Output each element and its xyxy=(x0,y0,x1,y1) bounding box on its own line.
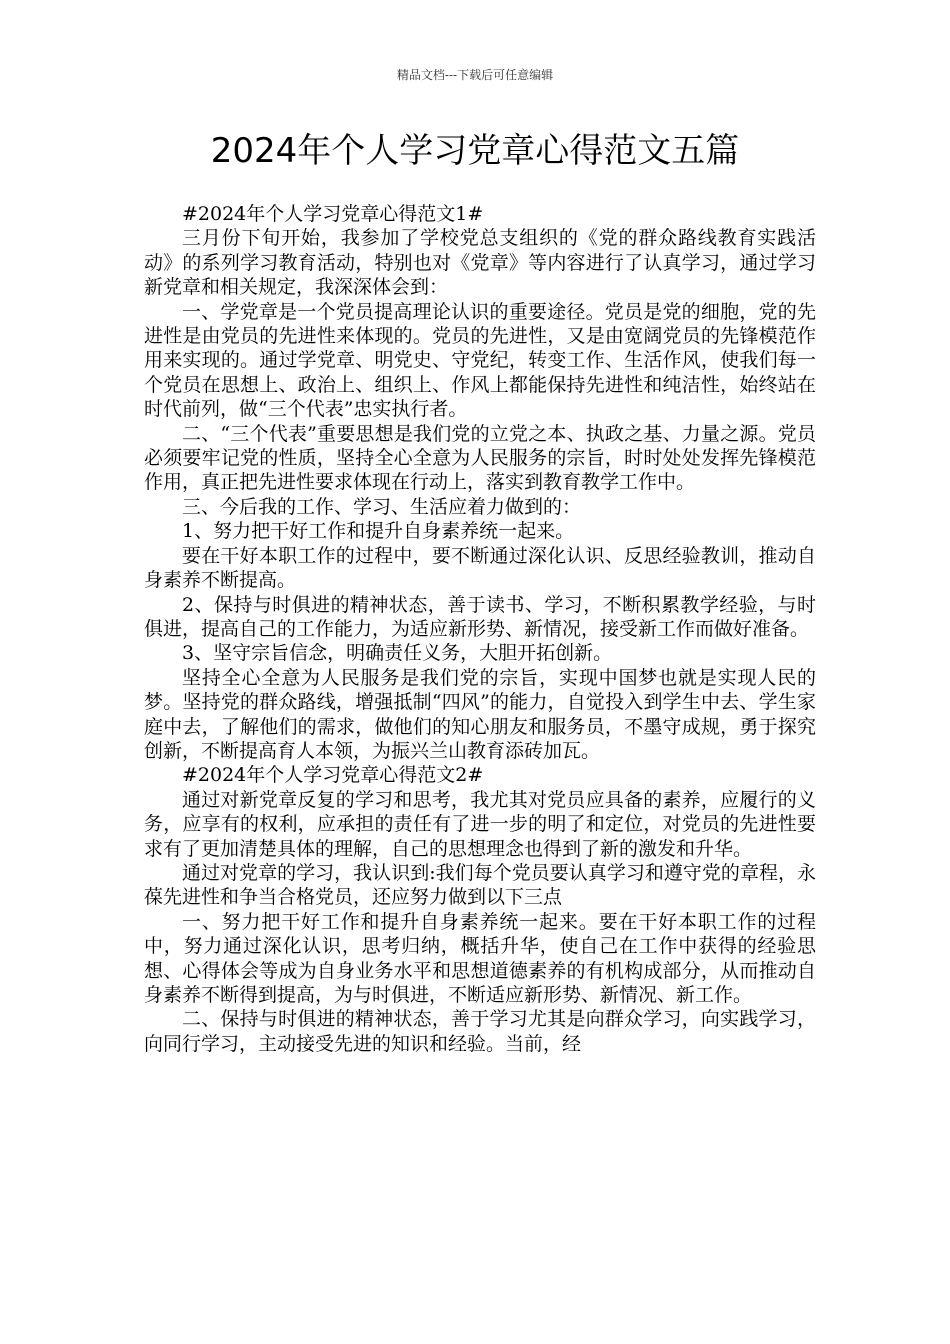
paragraph: 一、学党章是一个党员提高理论认识的重要途径。党员是党的细胞，党的先进性是由党员的先进性来体现的。党员的先进性，又是由宽阔党员的先锋模范作用来实现的。通过学党章、明党史、守党纪，转变工作、生活作风，使我们每一个党员在思想上、政治上、组织上、作风上都能保持先进性和纯洁性，始终站在时代前列，做“三个代表”忠实执行者。 xyxy=(144,300,816,421)
paragraph: 二、保持与时俱进的精神状态，善于学习尤其是向群众学习，向实践学习，向同行学习，主动接受先进的知识和经验。当前，经 xyxy=(144,1008,816,1055)
section-heading-1: #2024年个人学习党章心得范文1# xyxy=(182,203,484,225)
document-body xyxy=(144,202,816,1056)
paragraph: 一、努力把干好工作和提升自身素养统一起来。要在干好本职工作的过程中，努力通过深化认识，思考归纳，概括升华，使自己在工作中获得的经验思想、心得体会等成为自身业务水平和思想道德素养的有机构成部分，从而推动自身素养不断得到提高，为与时俱进，不断适应新形势、新情况、新工作。 xyxy=(144,910,816,1006)
paragraph: 三月份下旬开始，我参加了学校党总支组织的《党的群众路线教育实践活动》的系列学习教育活动，特别也对《党章》等内容进行了认真学习，通过学习新党章和相关规定，我深深体会到： xyxy=(144,227,816,299)
paragraph: 通过对新党章反复的学习和思考，我尤其对党员应具备的素养，应履行的义务，应享有的权利，应承担的责任有了进一步的明了和定位，对党员的先进性要求有了更加清楚具体的理解，自己的思想理念也得到了新的激发和升华。 xyxy=(144,788,816,860)
paragraph: 三、今后我的工作、学习、生活应着力做到的： xyxy=(182,495,582,518)
paragraph: 1、努力把干好工作和提升自身素养统一起来。 xyxy=(182,520,575,543)
paragraph: 通过对党章的学习，我认识到:我们每个党员要认真学习和遵守党的章程，永葆先进性和争当合格党员，还应努力做到以下三点 xyxy=(144,861,816,909)
paragraph: 坚持全心全意为人民服务是我们党的宗旨，实现中国梦也就是实现人民的梦。坚持党的群众路线，增强抵制“四风”的能力，自觉投入到学生中去、学生家庭中去，了解他们的需求，做他们的知心朋友和服务员，不墨守成规，勇于探究创新，不断提高育人本领，为振兴兰山教育添砖加瓦。 xyxy=(144,666,816,762)
header-note: 精品文档---下载后可任意编辑 xyxy=(396,68,554,82)
document-title: 2024年个人学习党章心得范文五篇 xyxy=(210,131,740,171)
paragraph: 2、保持与时俱进的精神状态，善于读书、学习，不断积累教学经验，与时俱进，提高自己的工作能力，为适应新形势、新情况，接受新工作而做好准备。 xyxy=(144,593,816,640)
paragraph: 3、坚守宗旨信念，明确责任义务，大胆开拓创新。 xyxy=(182,642,613,665)
paragraph: 二、“三个代表”重要思想是我们党的立党之本、执政之基、力量之源。党员必须要牢记党的性质，坚持全心全意为人民服务的宗旨，时时处处发挥先锋模范作用，真正把先进性要求体现在行动上，落实到教育教学工作中。 xyxy=(144,422,816,494)
section-heading-2: #2024年个人学习党章心得范文2# xyxy=(182,764,484,787)
paragraph: 要在干好本职工作的过程中，要不断通过深化认识、反思经验教训，推动自身素养不断提高。 xyxy=(144,544,816,592)
